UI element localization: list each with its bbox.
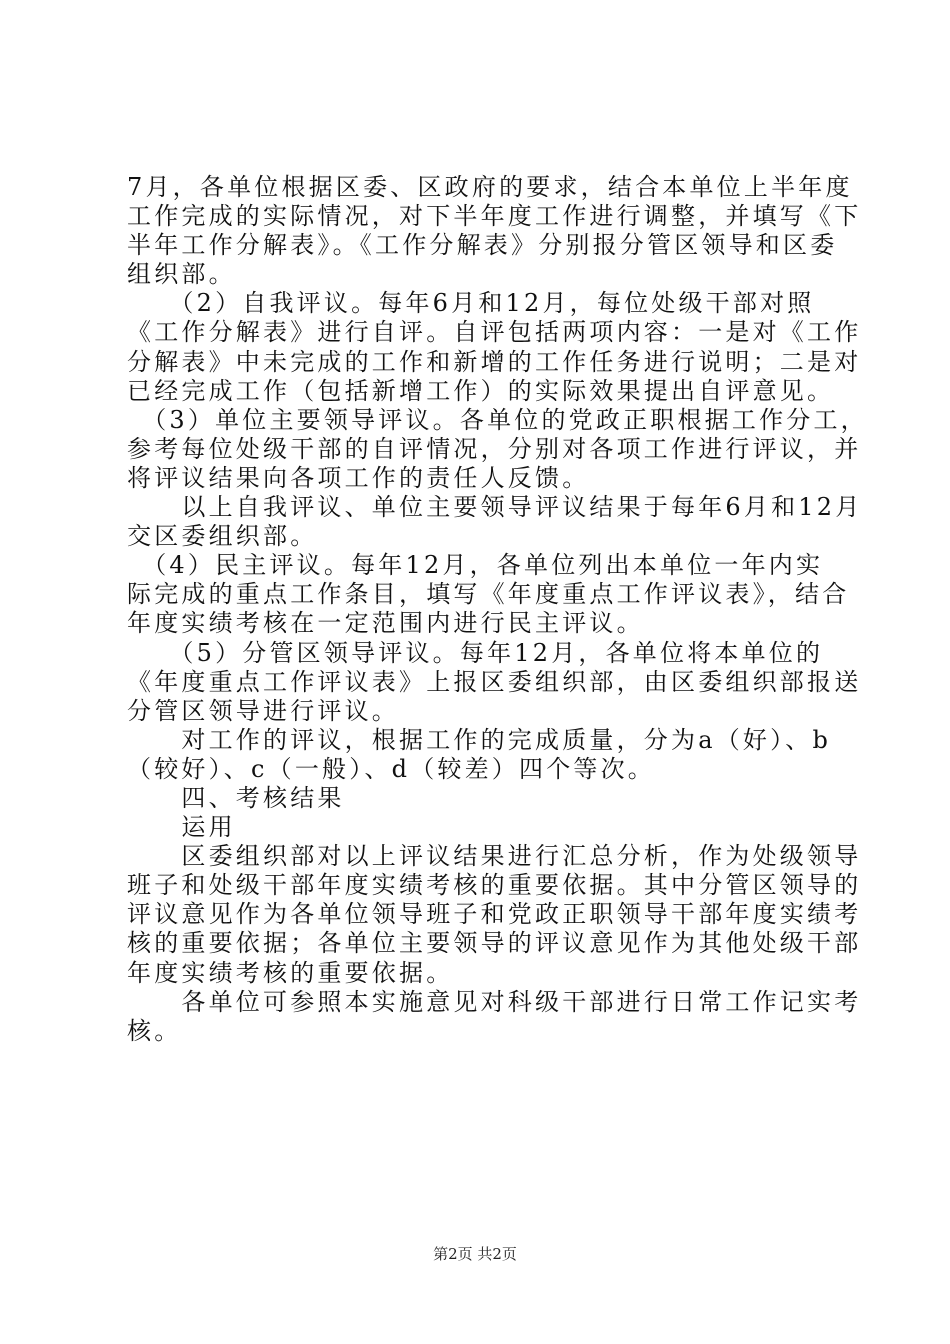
- text-line: 分管区领导进行评议。: [127, 696, 399, 725]
- section-heading-continued: 运用: [127, 813, 236, 842]
- text-line: 年度实绩考核的重要依据。: [127, 958, 454, 987]
- text-line: 工作完成的实际情况，对下半年度工作进行调整，并填写《下: [127, 202, 862, 231]
- text-line: （5）分管区领导评议。每年12月，各单位将本单位的: [127, 638, 824, 667]
- text-line: 对工作的评议，根据工作的完成质量，分为a（好）、b: [127, 725, 832, 754]
- text-line: 参考每位处级干部的自评情况，分别对各项工作进行评议，并: [127, 434, 862, 463]
- text-line: 以上自我评议、单位主要领导评议结果于每年6月和12月: [127, 493, 863, 522]
- text-line: 评议意见作为各单位领导班子和党政正职领导干部年度实绩考: [127, 900, 862, 929]
- text-line: 班子和处级干部年度实绩考核的重要依据。其中分管区领导的: [127, 871, 862, 900]
- text-line: （2）自我评议。每年6月和12月，每位处级干部对照: [127, 289, 815, 318]
- text-line: 核。: [127, 1016, 182, 1045]
- text-line: 半年工作分解表》。《工作分解表》分别报分管区领导和区委: [127, 231, 838, 260]
- section-heading: 四、考核结果: [127, 783, 345, 812]
- page-number-footer: 第2页 共2页: [433, 1245, 517, 1263]
- text-line: （4）民主评议。每年12月，各单位列出本单位一年内实: [127, 551, 824, 580]
- text-line: 核的重要依据；各单位主要领导的评议意见作为其他处级干部: [127, 929, 862, 958]
- text-line: 《年度重点工作评议表》上报区委组织部，由区委组织部报送: [127, 667, 862, 696]
- text-line: （3）单位主要领导评议。各单位的党政正职根据工作分工，: [127, 405, 868, 434]
- text-line: 各单位可参照本实施意见对科级干部进行日常工作记实考: [127, 987, 862, 1016]
- text-line: 7月，各单位根据区委、区政府的要求，结合本单位上半年度: [127, 173, 853, 201]
- text-line: 年度实绩考核在一定范围内进行民主评议。: [127, 609, 644, 638]
- text-line: 已经完成工作（包括新增工作）的实际效果提出自评意见。: [127, 376, 835, 405]
- text-line: 组织部。: [127, 260, 236, 289]
- text-line: 分解表》中未完成的工作和新增的工作任务进行说明；二是对: [127, 347, 862, 376]
- text-line: 际完成的重点工作条目，填写《年度重点工作评议表》，结合: [127, 580, 850, 609]
- text-line: 交区委组织部。: [127, 522, 318, 551]
- text-line: 区委组织部对以上评议结果进行汇总分析，作为处级领导: [127, 842, 862, 871]
- document-body: [127, 173, 868, 1046]
- text-line: （较好）、c（一般）、d（较差）四个等次。: [127, 754, 656, 783]
- text-line: 将评议结果向各项工作的责任人反馈。: [127, 463, 590, 492]
- text-line: 《工作分解表》进行自评。自评包括两项内容：一是对《工作: [127, 318, 862, 347]
